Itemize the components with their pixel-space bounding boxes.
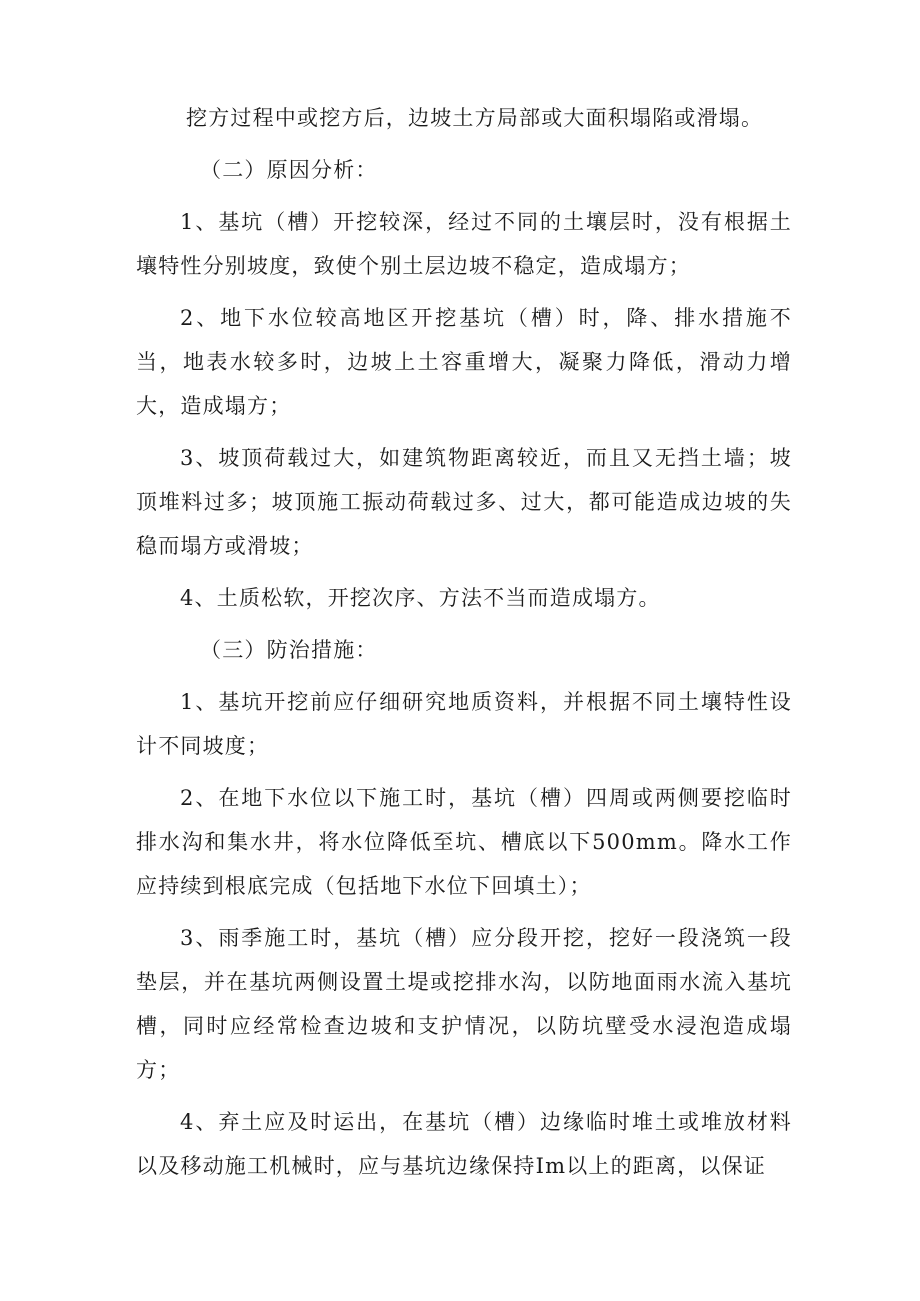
paragraph-measure-2: 2、在地下水位以下施工时，基坑（槽）四周或两侧要挖临时排水沟和集水井，将水位降低至坑、槽底以下500mm。降水工作应持续到根底完成（包括地下水位下回填土）；	[136, 786, 793, 898]
document-body	[136, 96, 792, 1196]
paragraph-intro: 挖方过程中或挖方后，边坡土方局部或大面积塌陷或滑塌。	[186, 106, 764, 130]
paragraph-cause-2: 2、地下水位较高地区开挖基坑（槽）时，降、排水措施不当，地表水较多时，边坡上土容重增大，凝聚力降低，滑动力增大，造成塌方；	[136, 306, 792, 418]
section-heading-cause-analysis: （二）原因分析：	[200, 158, 378, 182]
paragraph-measure-3: 3、雨季施工时，基坑（槽）应分段开挖，挖好一段浇筑一段垫层，并在基坑两侧设置土堤或挖排水沟，以防地面雨水流入基坑槽，同时应经常检查边坡和支护情况，以防坑壁受水浸泡造成塌方；	[136, 926, 792, 1082]
paragraph-measure-1: 1、基坑开挖前应仔细研究地质资料，并根据不同土壤特性设计不同坡度；	[136, 690, 792, 758]
paragraph-cause-4: 4、土质松软，开挖次序、方法不当而造成塌方。	[180, 586, 661, 610]
paragraph-cause-1: 1、基坑（槽）开挖较深，经过不同的土壤层时，没有根据土壤特性分别坡度，致使个别土层边坡不稳定，造成塌方；	[136, 210, 792, 278]
paragraph-cause-3: 3、坡顶荷载过大，如建筑物距离较近，而且又无挡土墙；坡顶堆料过多；坡顶施工振动荷载过多、过大，都可能造成边坡的失稳而塌方或滑坡；	[136, 446, 792, 558]
section-heading-prevention: （三）防治措施：	[200, 638, 378, 662]
paragraph-measure-4: 4、弃土应及时运出，在基坑（槽）边缘临时堆土或堆放材料以及移动施工机械时，应与基坑边缘保持Im以上的距离，以保证	[136, 1110, 792, 1178]
